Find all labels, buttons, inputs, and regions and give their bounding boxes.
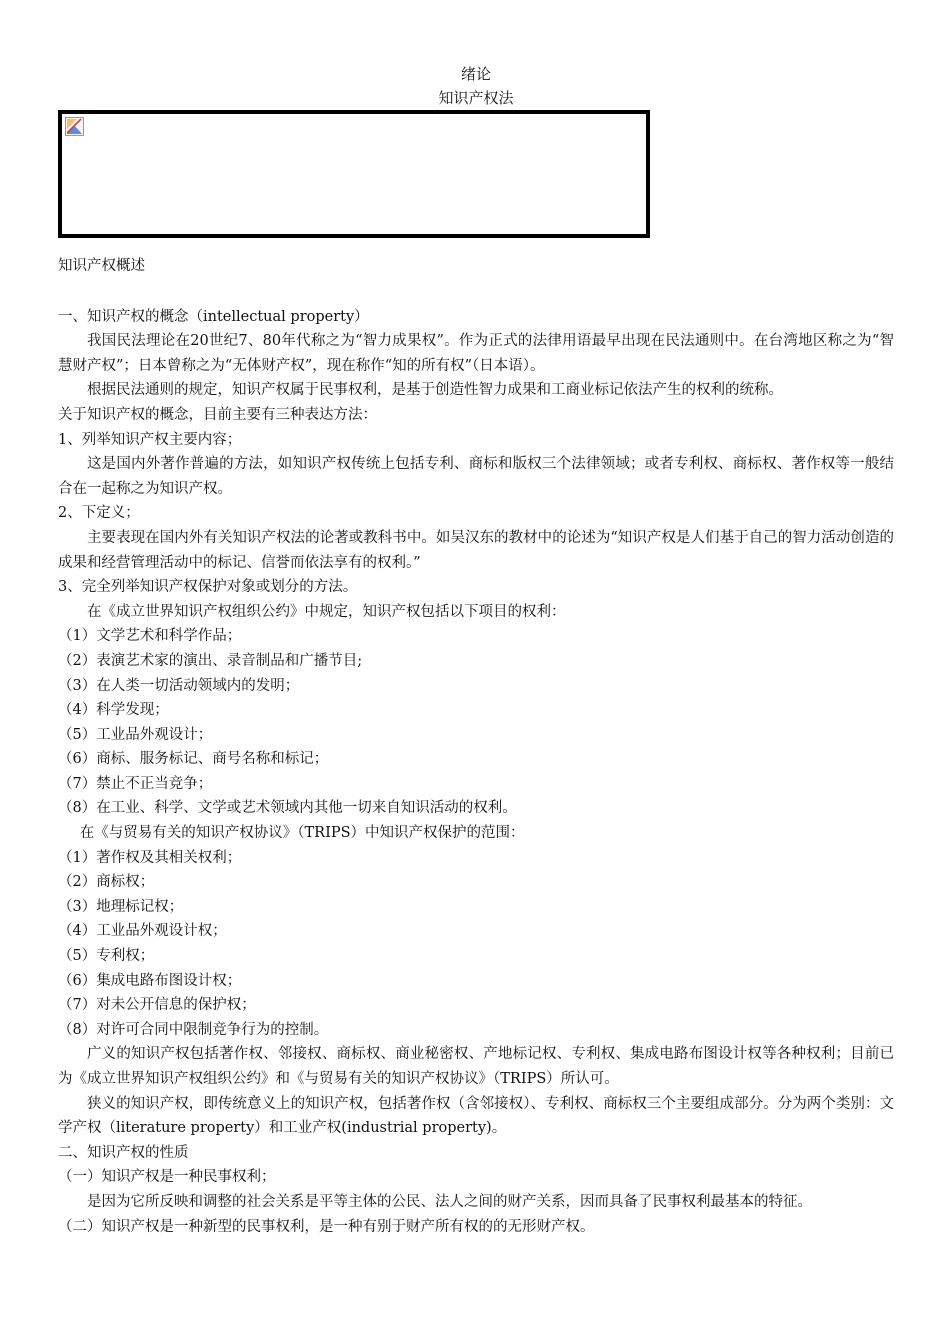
- list-heading: 3、完全列举知识产权保护对象或划分的方法。: [58, 579, 358, 596]
- list-item: （6）商标、服务标记、商号名称和标记；: [58, 751, 329, 768]
- list-item: （2）商标权；: [58, 874, 155, 891]
- list-item: （4）工业品外观设计权；: [58, 923, 227, 940]
- list-item: （5）专利权；: [58, 948, 155, 965]
- subsection-heading: （二）知识产权是一种新型的民事权利，是一种有别于财产所有权的的无形财产权。: [58, 1218, 595, 1235]
- list-heading: 1、列举知识产权主要内容；: [58, 431, 242, 448]
- list-item: （3）地理标记权；: [58, 898, 184, 915]
- list-item: （7）禁止不正当竞争；: [58, 775, 213, 792]
- list-item: （1）文学艺术和科学作品；: [58, 628, 242, 645]
- list-item: （2）表演艺术家的演出、录音制品和广播节目;: [58, 652, 363, 669]
- list-item: （8）在工业、科学、文学或艺术领域内其他一切来自知识活动的权利。: [58, 800, 517, 817]
- document-page: [58, 62, 894, 1239]
- list-heading: 2、下定义；: [58, 505, 140, 522]
- list-item: （8）对许可合同中限制竞争行为的控制。: [58, 1021, 329, 1038]
- list-item: （3）在人类一切活动领域内的发明；: [58, 677, 300, 694]
- list-item: （4）科学发现；: [58, 702, 169, 719]
- section-heading: 二、知识产权的性质: [58, 1144, 189, 1161]
- paragraph: 是因为它所反映和调整的社会关系是平等主体的公民、法人之间的财产关系，因而具备了民事权利最基本的特征。: [87, 1193, 812, 1210]
- paragraph: 在《成立世界知识产权组织公约》中规定，知识产权包括以下项目的权利：: [87, 603, 566, 620]
- paragraph: 根据民法通则的规定，知识产权属于民事权利，是基于创造性智力成果和工商业标记依法产生的权利的统称。: [87, 382, 783, 399]
- subsection-heading: （一）知识产权是一种民事权利；: [58, 1169, 276, 1186]
- list-item: （6）集成电路布图设计权；: [58, 972, 242, 989]
- section-heading: 一、知识产权的概念（intellectual property）: [58, 308, 369, 325]
- paragraph: 关于知识产权的概念，目前主要有三种表达方法：: [58, 406, 377, 423]
- paragraph: 这是国内外著作普遍的方法，如知识产权传统上包括专利、商标和版权三个法律领域；或者专利权、商标权、著作权等一般结合在一起称之为知识产权。: [58, 456, 894, 497]
- paragraph: 广义的知识产权包括著作权、邻接权、商标权、商业秘密权、产地标记权、专利权、集成电路布图设计权等各种权利；目前已为《成立世界知识产权组织公约》和《与贸易有关的知识产权协议》（TRIPS）所认可。: [58, 1046, 894, 1087]
- paragraph: 我国民法理论在20世纪7、80年代称之为“智力成果权”。作为正式的法律用语最早出现在民法通则中。在台湾地区称之为“智慧财产权”；日本曾称之为“无体财产权”，现在称作“知的所有权”（日本语）。: [58, 333, 894, 374]
- document-subtitle: 知识产权法: [438, 89, 514, 107]
- list-item: （1）著作权及其相关权利；: [58, 849, 242, 866]
- overview-heading: 知识产权概述: [58, 258, 145, 274]
- image-frame: [58, 110, 650, 238]
- broken-image-icon: [65, 117, 84, 136]
- list-item: （7）对未公开信息的保护权；: [58, 997, 256, 1014]
- list-item: （5）工业品外观设计；: [58, 726, 213, 743]
- paragraph: 在《与贸易有关的知识产权协议》（TRIPS）中知识产权保护的范围：: [79, 825, 525, 842]
- paragraph: 主要表现在国内外有关知识产权法的论著或教科书中。如吴汉东的教材中的论述为“知识产权是人们基于自己的智力活动创造的成果和经营管理活动中的标记、信誉而依法享有的权利。”: [58, 529, 894, 571]
- paragraph: 狭义的知识产权，即传统意义上的知识产权，包括著作权（含邻接权）、专利权、商标权三个主要组成部分。分为两个类别：文学产权（literature property）和工业产权(industrial property)。: [58, 1095, 894, 1137]
- document-title: 绪论: [460, 65, 491, 83]
